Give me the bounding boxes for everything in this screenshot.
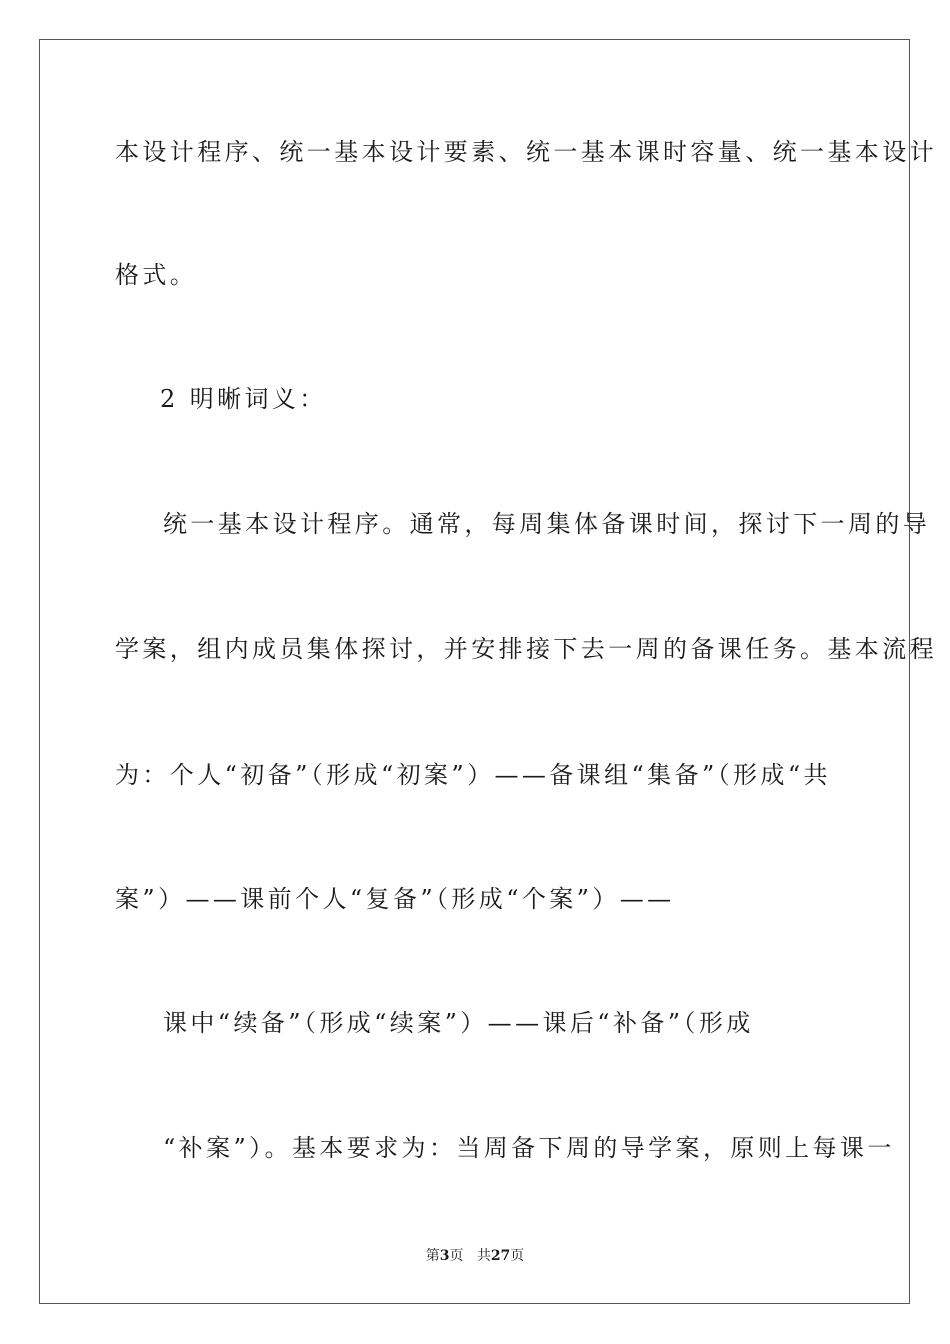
footer-total-pages: 27 xyxy=(490,1248,511,1264)
footer-total-prefix: 共 xyxy=(476,1248,491,1264)
footer-page-number: 3 xyxy=(439,1248,450,1264)
page-border xyxy=(39,39,910,1304)
page-footer xyxy=(0,1245,950,1265)
body-line-1: 本设计程序、统一基本设计要素、统一基本课时容量、统一基本设计 xyxy=(115,138,937,166)
body-line-4: 学案，组内成员集体探讨，并安排接下去一周的备课任务。基本流程 xyxy=(115,635,937,663)
body-line-2: 格式。 xyxy=(115,261,198,289)
footer-page-prefix: 第 xyxy=(425,1248,440,1264)
body-line-7: 课中“续备”（形成“续案”）——课后“补备”（形成 xyxy=(163,1009,754,1037)
body-line-8: “补案”）。基本要求为：当周备下周的导学案，原则上每课一 xyxy=(163,1134,895,1162)
section-heading: 2 明晰词义： xyxy=(160,385,327,413)
body-line-5: 为：个人“初备”（形成“初案”）——备课组“集备”（形成“共 xyxy=(115,761,831,789)
footer-total-suffix: 页 xyxy=(510,1248,525,1264)
footer-page-suffix: 页 xyxy=(449,1248,464,1264)
body-line-6: 案”）——课前个人“复备”（形成“个案”）—— xyxy=(115,885,675,913)
body-line-3: 统一基本设计程序。通常，每周集体备课时间，探讨下一周的导 xyxy=(163,510,931,538)
